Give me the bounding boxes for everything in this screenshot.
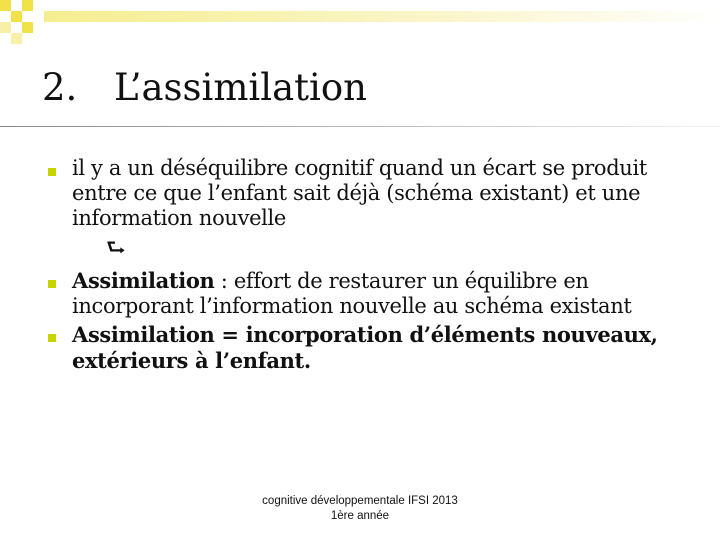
bullet-bold-statement: Assimilation = incorporation d’éléments nouveaux, extérieurs à l’enfant. xyxy=(72,322,658,373)
title-text: L’assimilation xyxy=(114,66,367,109)
footer-line-2: 1ère année xyxy=(330,510,390,522)
bullet-item-2 xyxy=(0,268,720,319)
bullet-square-icon xyxy=(48,168,56,176)
implication-arrow-icon: ⮑ xyxy=(106,236,126,261)
decorative-squares xyxy=(0,0,720,50)
footer-line-1: cognitive développementale IFSI 2013 xyxy=(262,495,458,507)
title-divider xyxy=(0,126,720,127)
bullet-square-icon xyxy=(48,334,56,342)
bullet-item-3 xyxy=(0,322,720,374)
bullet-definition: : effort de restaurer un équilibre en incorporant l’information nouvelle au schéma existant xyxy=(72,269,632,318)
slide-footer xyxy=(210,494,510,524)
bullet-square-icon xyxy=(48,280,56,288)
title-number: 2. xyxy=(42,66,78,109)
bullet-text xyxy=(72,322,672,374)
bullet-text xyxy=(72,268,672,319)
bullet-item-1 xyxy=(0,156,720,231)
bullet-list xyxy=(0,156,720,377)
slide-title xyxy=(42,66,367,109)
bullet-text: il y a un déséquilibre cognitif quand un écart se produit entre ce que l’enfant sait déjà (schéma existant) et une information nouvelle xyxy=(72,156,647,230)
bullet-bold-term: Assimilation xyxy=(72,268,215,293)
